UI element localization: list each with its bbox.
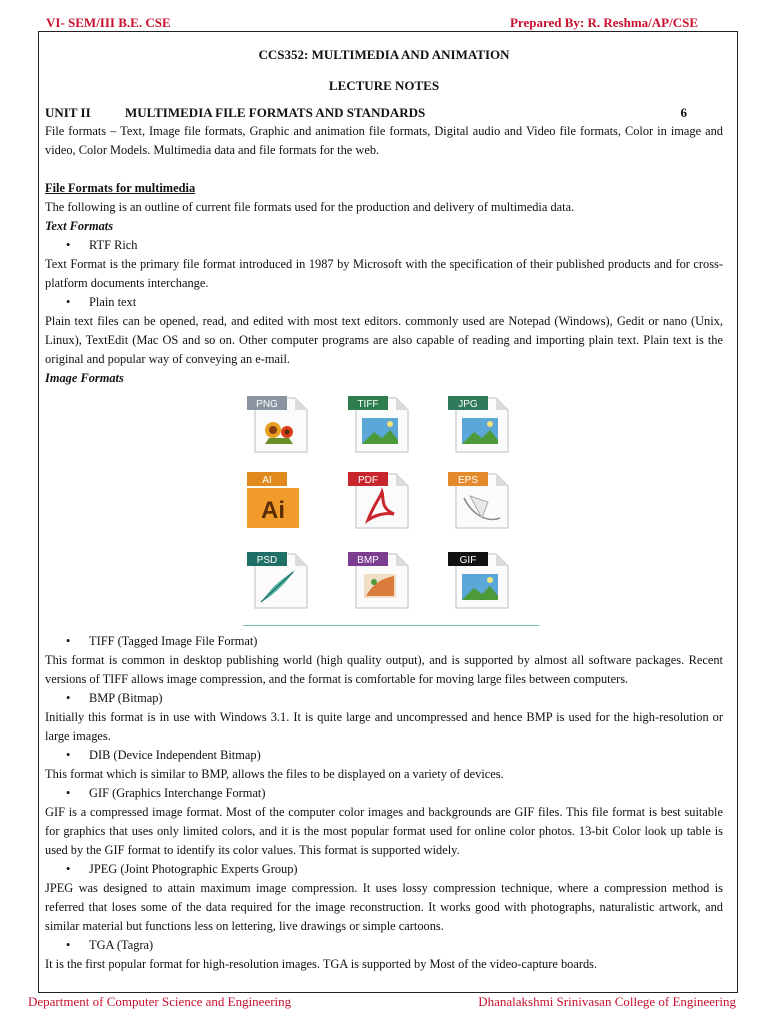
footer-right: Dhanalakshmi Srinivasan College of Engineering — [478, 994, 736, 1009]
bullet-icon: • — [66, 634, 71, 648]
unit-label: UNIT II — [45, 105, 91, 120]
format-label: PNG — [256, 399, 278, 410]
svg-text:Ai: Ai — [261, 497, 285, 524]
page-fold-shape — [295, 398, 307, 410]
icon-artwork — [362, 418, 398, 444]
feather-icon — [243, 548, 315, 610]
jpg-file-icon — [444, 392, 516, 454]
bullet-plain-text: • Plain text — [45, 293, 723, 312]
bullet-icon: • — [66, 691, 71, 705]
bullet-icon: • — [66, 862, 71, 876]
bullet-dib: • DIB (Device Independent Bitmap) — [45, 746, 723, 765]
tiff-description: This format is common in desktop publishing world (high quality output), and is supported by almost all software packages. Recent versions of TIFF allows image compression, and the format is comfortable for moving large files between computers. — [45, 653, 723, 686]
format-label: BMP — [357, 555, 379, 566]
bullet-tiff: • TIFF (Tagged Image File Format) — [45, 632, 723, 651]
footer-left: Department of Computer Science and Engineering — [28, 994, 292, 1009]
course-title: CCS352: MULTIMEDIA AND ANIMATION — [258, 47, 510, 62]
figure-baseline — [243, 625, 539, 626]
unit-title: MULTIMEDIA FILE FORMATS AND STANDARDS — [125, 105, 426, 120]
bullet-icon: • — [66, 295, 71, 309]
vector-curve-icon — [444, 468, 516, 530]
text-formats-heading: Text Formats — [45, 219, 114, 233]
bullet-icon: • — [66, 238, 71, 252]
dib-description: This format which is similar to BMP, allows the files to be displayed on a variety of devices. — [45, 767, 504, 781]
icon-artwork — [364, 574, 396, 598]
image-formats-figure — [239, 390, 539, 626]
illustrator-icon — [243, 468, 315, 530]
bullet-tga: • TGA (Tagra) — [45, 936, 723, 955]
bmp-file-icon — [344, 548, 416, 610]
psd-file-icon — [243, 548, 315, 610]
bullet-gif: • GIF (Graphics Interchange Format) — [45, 784, 723, 803]
plain-text-description: Plain text files can be opened, read, and edited with most text editors. commonly used are Notepad (Windows), Gedit or nano (Unix, Linux), TextEdit (Mac OS and so on. Other computer programs are also capable of reading and importing plain text. Plain text is the original and popular way of conveying an e-mail. — [45, 314, 723, 366]
format-label: TIFF — [357, 399, 379, 410]
landscape-icon — [444, 548, 516, 610]
icon-artwork — [462, 418, 498, 444]
format-label: PDF — [358, 475, 378, 486]
format-label: PSD — [256, 555, 278, 566]
ai-file-icon — [243, 468, 315, 530]
page-content — [45, 45, 723, 974]
rtf-description: Text Format is the primary file format introduced in 1987 by Microsoft with the specification of their published products and for cross-platform documents interchange. — [45, 257, 723, 290]
png-file-icon — [243, 392, 315, 454]
format-label: AI — [262, 475, 272, 486]
bullet-icon: • — [66, 786, 71, 800]
format-label: JPG — [458, 399, 478, 410]
gif-description: GIF is a compressed image format. Most of the computer color images and backgrounds are GIF files. This file format is best suitable for graphics that uses only limited colors, and it is the most popular format used for online color photos. 13-bit Color look up table is used by the GIF format to identify its color values. This format is supported widely. — [45, 805, 723, 857]
page-fold-shape — [496, 474, 508, 486]
page-fold-shape — [396, 474, 408, 486]
landscape-icon — [344, 392, 416, 454]
format-label: EPS — [457, 475, 479, 486]
pdf-file-icon — [344, 468, 416, 530]
landscape-icon — [444, 392, 516, 454]
page-fold-shape — [496, 398, 508, 410]
unit-heading — [45, 103, 723, 122]
header-left: VI- SEM/III B.E. CSE — [46, 15, 171, 30]
bmp-description: Initially this format is in use with Windows 3.1. It is quite large and uncompressed and hence BMP is used for the high-resolution or large images. — [45, 710, 723, 743]
eps-file-icon — [444, 468, 516, 530]
icon-artwork — [247, 488, 299, 528]
header-right: Prepared By: R. Reshma/AP/CSE — [509, 15, 698, 30]
bullet-rtf: • RTF Rich — [45, 236, 723, 255]
page-fold-shape — [496, 554, 508, 566]
jpeg-description: JPEG was designed to attain maximum image compression. It uses lossy compression technique, where a compression method is referred that loses some of the data required for the image reconstruction. It works good with photographs, naturalistic artwork, and similar material but functions less on lettering, live drawings or simple cartoons. — [45, 881, 723, 933]
paint-icon — [344, 548, 416, 610]
tga-description: It is the first popular format for high-resolution images. TGA is supported by Most of the video-capture boards. — [45, 957, 598, 971]
bullet-icon: • — [66, 748, 71, 762]
page-fold-shape — [295, 554, 307, 566]
format-label: GIF — [459, 555, 477, 566]
flower-icon — [243, 392, 315, 454]
image-formats-heading: Image Formats — [45, 371, 124, 385]
bullet-jpeg: • JPEG (Joint Photographic Experts Group) — [45, 860, 723, 879]
icon-artwork — [462, 574, 498, 600]
acrobat-icon — [344, 468, 416, 530]
section-intro: The following is an outline of current file formats used for the production and delivery of multimedia data. — [45, 200, 575, 214]
syllabus-text: File formats – Text, Image file formats, Graphic and animation file formats, Digital audio and Video file formats, Color in image and video, Color Models. Multimedia data and file formats for the web. — [45, 124, 723, 157]
notes-title: LECTURE NOTES — [328, 78, 440, 93]
tiff-file-icon — [344, 392, 416, 454]
page-fold-shape — [396, 554, 408, 566]
bullet-icon: • — [66, 938, 71, 952]
unit-hours: 6 — [680, 105, 687, 120]
gif-file-icon — [444, 548, 516, 610]
page-fold-shape — [396, 398, 408, 410]
bullet-bmp: • BMP (Bitmap) — [45, 689, 723, 708]
section-heading: File Formats for multimedia — [45, 181, 196, 195]
